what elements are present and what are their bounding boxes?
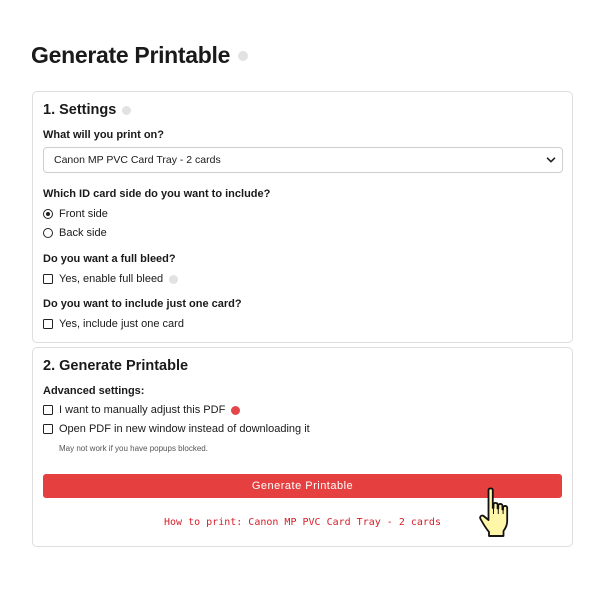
side-label: Which ID card side do you want to include? xyxy=(43,188,271,200)
info-dot-icon[interactable] xyxy=(238,51,248,61)
bleed-label: Do you want a full bleed? xyxy=(43,253,176,265)
warning-dot-icon[interactable] xyxy=(231,406,240,415)
back-side-radio[interactable] xyxy=(43,228,53,238)
generate-printable-button[interactable]: Generate Printable xyxy=(43,474,562,498)
hand-pointer-icon xyxy=(478,486,518,540)
print-on-select[interactable] xyxy=(43,147,563,173)
back-side-option[interactable] xyxy=(43,227,107,239)
settings-info-dot-icon[interactable] xyxy=(122,106,131,115)
manual-adjust-text: I want to manually adjust this PDF xyxy=(59,404,226,416)
one-card-checkbox[interactable] xyxy=(43,319,53,329)
new-window-text: Open PDF in new window instead of downloading it xyxy=(59,423,310,435)
print-on-selected-value: Canon MP PVC Card Tray - 2 cards xyxy=(54,154,221,166)
how-to-print-link[interactable]: How to print: Canon MP PVC Card Tray - 2 cards xyxy=(164,517,441,528)
page-title xyxy=(31,42,248,69)
popup-hint: May not work if you have popups blocked. xyxy=(59,444,208,453)
manual-adjust-option[interactable] xyxy=(43,404,240,416)
manual-adjust-checkbox[interactable] xyxy=(43,405,53,415)
full-bleed-option[interactable] xyxy=(43,273,178,285)
page-title-text: Generate Printable xyxy=(31,42,231,68)
full-bleed-info-icon[interactable] xyxy=(169,275,178,284)
settings-title-text: 1. Settings xyxy=(43,102,117,118)
settings-card xyxy=(32,91,573,343)
new-window-option[interactable] xyxy=(43,423,310,435)
advanced-settings-label: Advanced settings: xyxy=(43,385,145,397)
generate-card-title: 2. Generate Printable xyxy=(43,358,189,374)
new-window-checkbox[interactable] xyxy=(43,424,53,434)
print-on-label: What will you print on? xyxy=(43,129,164,141)
front-side-radio[interactable] xyxy=(43,209,53,219)
one-card-label: Do you want to include just one card? xyxy=(43,298,242,310)
one-card-option[interactable] xyxy=(43,318,184,330)
settings-card-title xyxy=(43,102,131,118)
full-bleed-checkbox[interactable] xyxy=(43,274,53,284)
one-card-text: Yes, include just one card xyxy=(59,318,184,330)
back-side-label: Back side xyxy=(59,227,107,239)
front-side-label: Front side xyxy=(59,208,108,220)
front-side-option[interactable] xyxy=(43,208,108,220)
full-bleed-text: Yes, enable full bleed xyxy=(59,273,164,285)
chevron-down-icon xyxy=(546,155,556,165)
